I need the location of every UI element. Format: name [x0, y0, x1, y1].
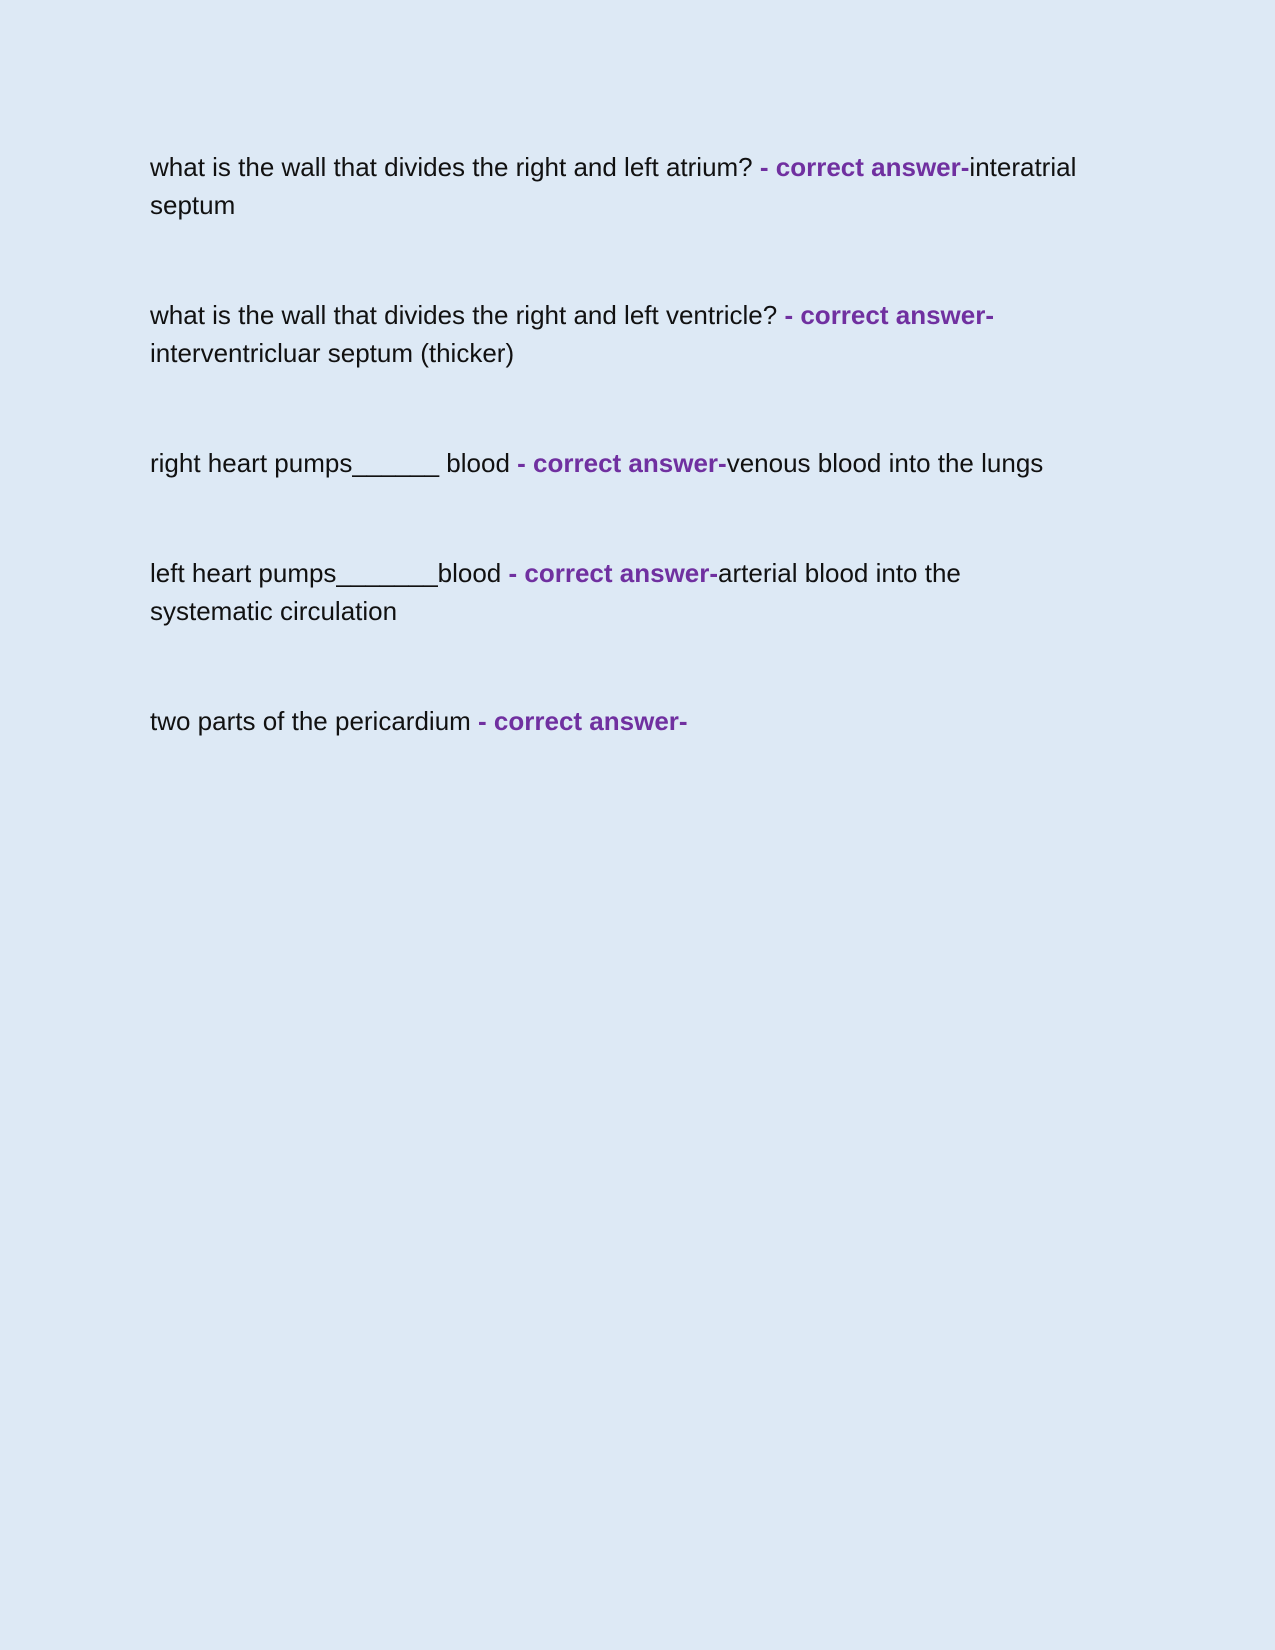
answer-text: venous blood into the lungs	[726, 448, 1044, 478]
correct-answer-label: - correct answer-	[759, 152, 970, 182]
answer-text: interventricluar septum (thicker)	[150, 338, 515, 368]
qa-item	[150, 444, 1085, 482]
question-text: what is the wall that divides the right and left ventricle?	[150, 300, 778, 330]
answer-text: arterial blood into the systematic circulation	[150, 558, 961, 626]
qa-item	[150, 148, 1085, 224]
question-text: two parts of the pericardium	[150, 706, 471, 736]
qa-item	[150, 554, 1085, 630]
correct-answer-label: - correct answer-	[784, 300, 994, 330]
correct-answer-label: - correct answer-	[478, 706, 688, 736]
qa-item	[150, 296, 1085, 372]
question-text: right heart pumps______ blood	[150, 448, 510, 478]
correct-answer-label: - correct answer-	[508, 558, 719, 588]
question-text: what is the wall that divides the right and left atrium?	[150, 152, 753, 182]
qa-item	[150, 702, 1085, 740]
question-text: left heart pumps_______blood	[150, 558, 502, 588]
answer-text: interatrial septum	[150, 152, 1077, 220]
correct-answer-label: - correct answer-	[517, 448, 727, 478]
